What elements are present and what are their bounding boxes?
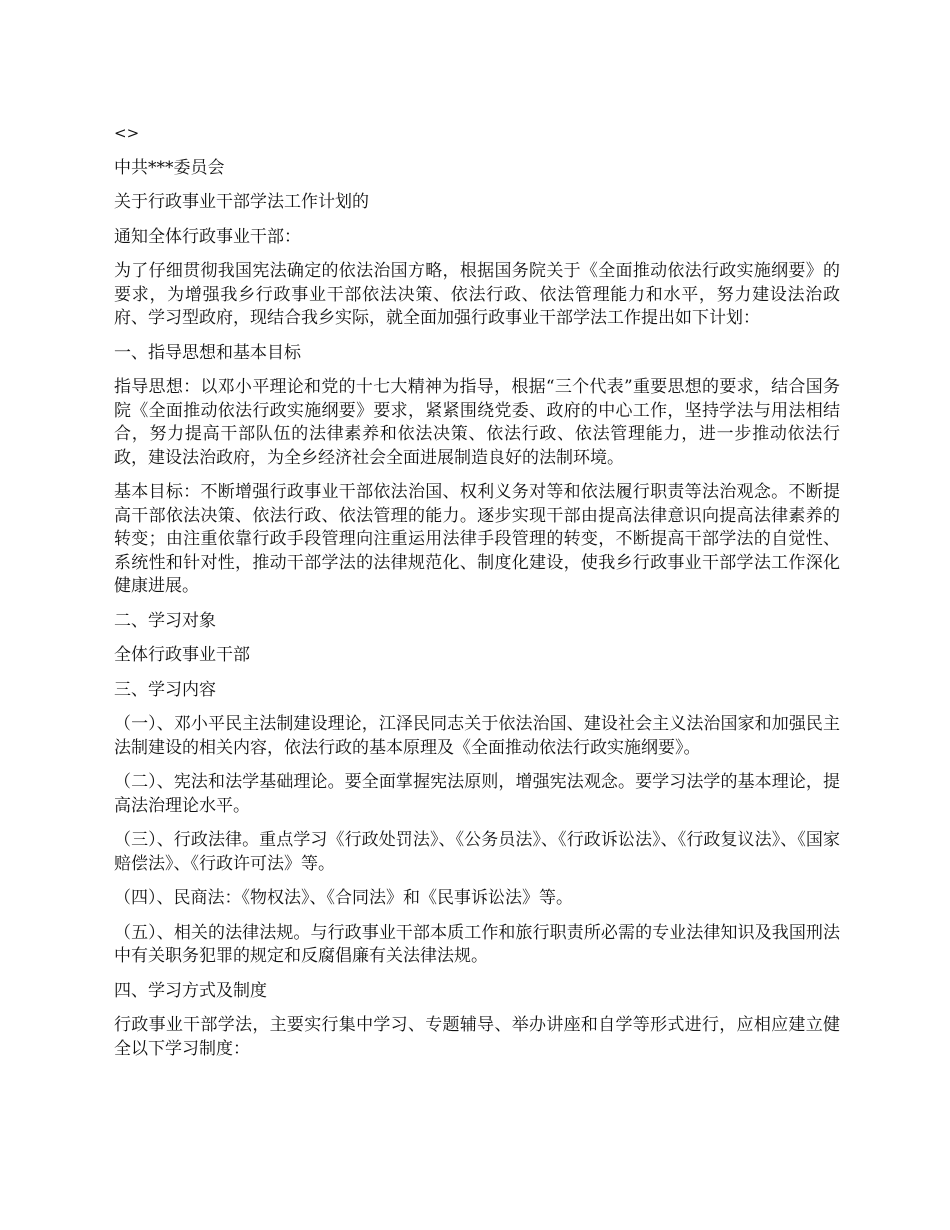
document-title: 关于行政事业干部学法工作计划的	[114, 192, 369, 212]
salutation: 通知全体行政事业干部：	[114, 226, 301, 247]
content-item: （四）、民商法：《物权法》、《合同法》和《民事诉讼法》等。	[114, 888, 573, 908]
guiding-ideology-paragraph: 指导思想：以邓小平理论和党的十七大精神为指导，根据“三个代表”重要思想的要求，结合国务院《全面推动依法行政实施纲要》要求，紧紧围绕党委、政府的中心工作，坚持学法与用法相结合，努力提高干部队伍的法律素养和依法决策、依法行政、依法管理能力，进一步推动依法行政，建设法治政府，为全乡经济社会全面进展制造良好的法制环境。	[114, 377, 840, 468]
content-item: （三）、行政法律。重点学习《行政处罚法》、《公务员法》、《行政诉讼法》、《行政复议法》、《国家赔偿法》、《行政许可法》等。	[114, 830, 840, 874]
basic-goal-paragraph: 基本目标：不断增强行政事业干部依法治国、权利义务对等和依法履行职责等法治观念。不断提高干部依法决策、依法行政、依法管理的能力。逐步实现干部由提高法律意识向提高法律素养的转变；由注重依靠行政手段管理向注重运用法律手段管理的转变，不断提高干部学法的自觉性、系统性和针对性，推动干部学法的法律规范化、制度化建设，使我乡行政事业干部学法工作深化健康进展。	[114, 482, 840, 596]
intro-paragraph: 为了仔细贯彻我国宪法确定的依法治国方略，根据国务院关于《全面推动依法行政实施纲要》的要求，为增强我乡行政事业干部依法决策、依法行政、依法管理能力和水平，努力建设法治政府、学习型政府，现结合我乡实际，就全面加强行政事业干部学法工作提出如下计划：	[114, 261, 840, 328]
content-item: （一）、邓小平民主法制建设理论，江泽民同志关于依法治国、建设社会主义法治国家和加强民主法制建设的相关内容，依法行政的基本原理及《全面推动依法行政实施纲要》。	[114, 714, 840, 758]
section-heading: 四、学习方式及制度	[114, 980, 267, 1001]
section-heading: 三、学习内容	[114, 679, 216, 700]
content-item: （二）、宪法和法学基础理论。要全面掌握宪法原则，增强宪法观念。要学习法学的基本理论，提高法治理论水平。	[114, 772, 840, 816]
section-heading: 一、指导思想和基本目标	[114, 342, 301, 363]
document-marker: <>	[114, 124, 140, 142]
issuing-organization: 中共***委员会	[114, 157, 225, 178]
section-heading: 二、学习对象	[114, 610, 216, 631]
content-item: （五）、相关的法律法规。与行政事业干部本质工作和旅行职责所必需的专业法律知识及我国刑法中有关职务犯罪的规定和反腐倡廉有关法律法规。	[114, 922, 840, 966]
study-target-paragraph: 全体行政事业干部	[114, 645, 250, 665]
document-page	[114, 122, 840, 1072]
study-method-paragraph: 行政事业干部学法，主要实行集中学习、专题辅导、举办讲座和自学等形式进行，应相应建立健全以下学习制度：	[114, 1015, 840, 1059]
